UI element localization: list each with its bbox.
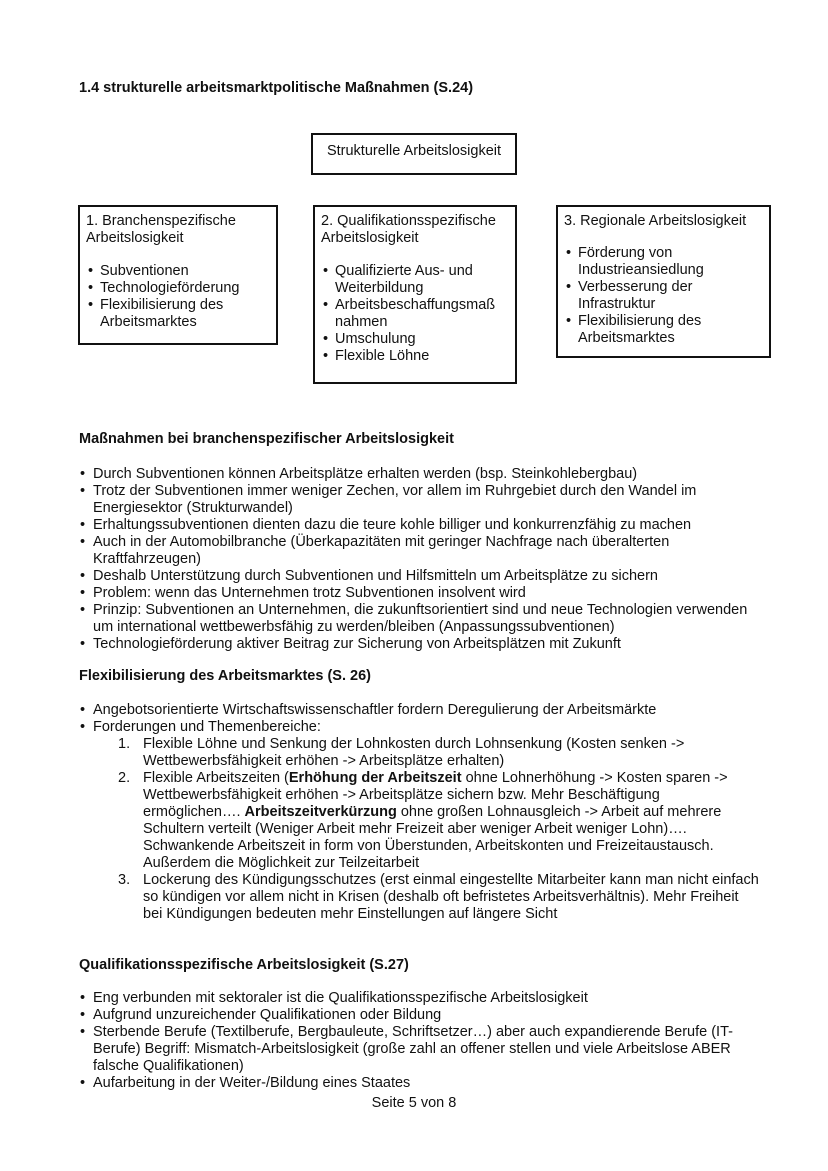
item-text: ohne Lohnerhöhung -> Kosten sparen -> Wettbewerbsfähigkeit erhöhen -> Arbeitsplätze sichern bzw. Mehr Beschäftigung ermöglichen…. <box>143 770 728 820</box>
list-item: • Problem: wenn das Unternehmen trotz Subventionen insolvent wird <box>79 585 759 602</box>
item-text: Lockerung des Kündigungsschutzes (erst einmal eingestellte Mitarbeiter kann man nicht einfach so kündigen vor allem nicht in Krisen (deshalb oft befristetes Arbeitsverhältnis). Mehr Freiheit bei Kündigungen bedeuten mehr Einstellungen auf längere Sicht <box>143 872 759 922</box>
list-item: • Technologieförderung <box>86 280 270 297</box>
box-heading: 2. Qualifikationsspezifische Arbeitslosigkeit <box>321 213 496 246</box>
list-item: • Durch Subventionen können Arbeitsplätze erhalten werden (bsp. Steinkohlebergbau) <box>79 466 759 483</box>
list-item: • Förderung von Industrieansiedlung <box>564 245 763 279</box>
box-list <box>564 245 763 347</box>
list-item: • Eng verbunden mit sektoraler ist die Qualifikationsspezifische Arbeitslosigkeit <box>79 990 759 1007</box>
section-title-qualifikationsspezifisch: Qualifikationsspezifische Arbeitslosigkeit (S.27) <box>79 957 409 973</box>
list-item: • Flexible Löhne <box>321 348 509 365</box>
page-number: Seite 5 von 8 <box>371 1095 457 1111</box>
diagram-box-qualifikationsspezifisch <box>313 205 517 384</box>
item-number: 3. <box>118 872 131 888</box>
section-title-flexibilisierung: Flexibilisierung des Arbeitsmarktes (S. 26) <box>79 668 371 684</box>
box-list <box>321 263 509 365</box>
list-item: • Angebotsorientierte Wirtschaftswissenschaftler fordern Deregulierung der Arbeitsmärkte <box>79 702 759 719</box>
list-item: • Prinzip: Subventionen an Unternehmen, die zukunftsorientiert sind und neue Technologien verwenden um international wettbewerbsfähig zu werden/bleiben (Anpassungssubventionen) <box>79 602 759 636</box>
bullet-list-qualifikationsspezifisch <box>79 990 759 1092</box>
list-item: • Arbeitsbeschaffungsmaß nahmen <box>321 297 509 331</box>
diagram-top-box <box>311 133 517 175</box>
list-item: • Umschulung <box>321 331 509 348</box>
list-item: • Aufarbeitung in der Weiter-/Bildung eines Staates <box>79 1075 759 1092</box>
box-heading: 1. Branchenspezifische Arbeitslosigkeit <box>86 213 236 246</box>
numbered-item <box>93 736 759 770</box>
list-item: • Flexibilisierung des Arbeitsmarktes <box>86 297 270 331</box>
diagram-box-branchenspezifisch <box>78 205 278 345</box>
list-item: • Technologieförderung aktiver Beitrag zur Sicherung von Arbeitsplätzen mit Zukunft <box>79 636 759 653</box>
diagram-box-regional <box>556 205 771 358</box>
bullet-list-flexibilisierung <box>79 702 759 923</box>
list-item-text: Forderungen und Themenbereiche: <box>93 719 321 735</box>
section-title-branchenspezifisch: Maßnahmen bei branchenspezifischer Arbeitslosigkeit <box>79 431 454 447</box>
list-item <box>79 719 759 923</box>
list-item: • Erhaltungssubventionen dienten dazu die teure kohle billiger und konkurrenzfähig zu machen <box>79 517 759 534</box>
box-heading: 3. Regionale Arbeitslosigkeit <box>564 213 747 229</box>
list-item: • Verbesserung der Infrastruktur <box>564 279 763 313</box>
item-text: ohne großen Lohnausgleich -> Arbeit auf mehrere Schultern verteilt (Weniger Arbeit mehr Freizeit aber weniger Arbeit weniger Lohn)…. Schwankende Arbeitszeit in form von Überstunden, Arbeitskonten und Freizeitaustausch. Außerdem die Möglichkeit zur Teilzeitarbeit <box>143 804 722 871</box>
diagram-top-label: Strukturelle Arbeitslosigkeit <box>326 143 502 159</box>
numbered-list <box>93 736 759 923</box>
page-title: 1.4 strukturelle arbeitsmarktpolitische Maßnahmen (S.24) <box>79 80 474 96</box>
bold-term: Erhöhung der Arbeitszeit <box>288 770 462 786</box>
bullet-list-branchenspezifisch <box>79 466 759 653</box>
item-text: Flexible Arbeitszeiten ( <box>143 770 289 786</box>
item-text: Flexible Löhne und Senkung der Lohnkosten durch Lohnsenkung (Kosten senken -> Wettbewerbsfähigkeit erhöhen -> Arbeitsplätze erhalten) <box>143 736 685 769</box>
bold-term: Arbeitszeitverkürzung <box>244 804 397 820</box>
list-item: • Sterbende Berufe (Textilberufe, Bergbauleute, Schriftsetzer…) aber auch expandierende Berufe (IT-Berufe) Begriff: Mismatch-Arbeitslosigkeit (große zahl an offener stellen und viele Arbeitslose ABER falsche Qualifikationen) <box>79 1024 759 1075</box>
list-item: • Aufgrund unzureichender Qualifikationen oder Bildung <box>79 1007 759 1024</box>
item-number: 2. <box>118 770 131 786</box>
list-item: • Flexibilisierung des Arbeitsmarktes <box>564 313 763 347</box>
numbered-item <box>93 770 759 872</box>
numbered-item <box>93 872 759 923</box>
list-item: • Deshalb Unterstützung durch Subventionen und Hilfsmitteln um Arbeitsplätze zu sichern <box>79 568 759 585</box>
box-list <box>86 263 270 331</box>
list-item: • Qualifizierte Aus- und Weiterbildung <box>321 263 509 297</box>
list-item: • Trotz der Subventionen immer weniger Zechen, vor allem im Ruhrgebiet durch den Wandel im Energiesektor (Strukturwandel) <box>79 483 759 517</box>
list-item: • Auch in der Automobilbranche (Überkapazitäten mit geringer Nachfrage nach überalterten Kraftfahrzeugen) <box>79 534 759 568</box>
list-item: • Subventionen <box>86 263 270 280</box>
item-number: 1. <box>118 736 131 752</box>
